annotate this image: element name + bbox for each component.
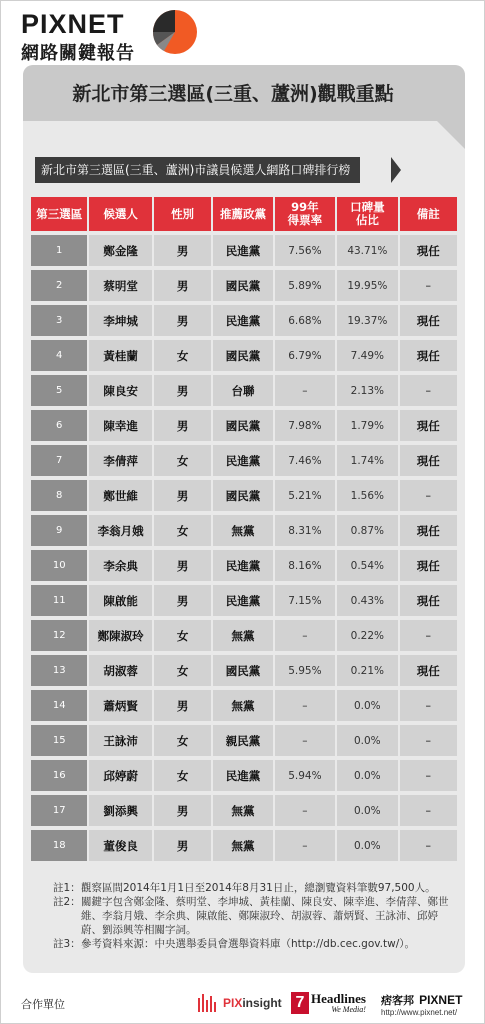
candidate-name: 李翁月娥: [89, 515, 151, 546]
party-cell: 民進黨: [213, 445, 272, 476]
remark-cell: –: [400, 480, 457, 511]
gender-cell: 女: [154, 445, 211, 476]
rank-cell: 7: [31, 445, 87, 476]
7headlines-text: [311, 992, 366, 1014]
footnote-key: 註3：: [53, 938, 81, 950]
remark-cell: 現任: [400, 445, 457, 476]
footnote: [53, 895, 453, 937]
remark-cell: 現任: [400, 585, 457, 616]
buzz-share-cell: 1.79%: [337, 410, 397, 441]
candidate-name: 陳幸進: [89, 410, 151, 441]
gender-cell: 男: [154, 375, 211, 406]
vote-rate-cell: 6.68%: [275, 305, 335, 336]
7headlines-logo: [291, 989, 366, 1017]
table-row: [31, 375, 457, 406]
table-row: [31, 795, 457, 826]
table-row: [31, 550, 457, 581]
rank-cell: 9: [31, 515, 87, 546]
rank-cell: 8: [31, 480, 87, 511]
remark-cell: –: [400, 725, 457, 756]
footnote-text: 觀察區間2014年1月1日至2014年8月31日止，總瀏覽資料筆數97,500人。: [81, 882, 436, 894]
7headlines-number: 7: [291, 992, 309, 1014]
pixnet-brand-line: [381, 989, 462, 1008]
rank-cell: 17: [31, 795, 87, 826]
col-header: 第三選區: [31, 197, 87, 231]
buzz-share-cell: 0.21%: [337, 655, 397, 686]
vote-rate-cell: 7.46%: [275, 445, 335, 476]
vote-rate-cell: 5.21%: [275, 480, 335, 511]
gender-cell: 男: [154, 690, 211, 721]
title-bar: [23, 65, 465, 121]
pie-logo-icon: [152, 9, 198, 55]
gender-cell: 女: [154, 515, 211, 546]
table-row: [31, 585, 457, 616]
vote-rate-cell: –: [275, 375, 335, 406]
buzz-share-cell: 0.22%: [337, 620, 397, 651]
table-row: [31, 340, 457, 371]
buzz-share-cell: 19.37%: [337, 305, 397, 336]
vote-rate-cell: 7.56%: [275, 235, 335, 266]
vote-rate-cell: –: [275, 690, 335, 721]
gender-cell: 女: [154, 620, 211, 651]
candidate-name: 王詠沛: [89, 725, 151, 756]
rank-cell: 11: [31, 585, 87, 616]
table-body: [31, 235, 457, 861]
page-title: 新北市第三選區(三重、蘆洲)觀戰重點: [72, 83, 394, 105]
remark-cell: –: [400, 270, 457, 301]
table-row: [31, 620, 457, 651]
candidate-name: 鄭金隆: [89, 235, 151, 266]
vote-rate-cell: 5.95%: [275, 655, 335, 686]
rank-cell: 2: [31, 270, 87, 301]
gender-cell: 女: [154, 655, 211, 686]
gender-cell: 男: [154, 550, 211, 581]
7headlines-tag: We Media!: [331, 1005, 366, 1014]
pixinsight-logo: [197, 989, 282, 1017]
candidate-name: 李坤城: [89, 305, 151, 336]
party-cell: 台聯: [213, 375, 272, 406]
remark-cell: 現任: [400, 340, 457, 371]
vote-rate-cell: –: [275, 795, 335, 826]
pixnet-text: [381, 989, 462, 1017]
gender-cell: 男: [154, 795, 211, 826]
remark-cell: –: [400, 375, 457, 406]
table-subtitle: 新北市第三選區(三重、蘆洲)市議員候選人網路口碑排行榜: [35, 157, 360, 183]
footnote: [53, 881, 453, 895]
subtitle-arrow-icon: [391, 157, 401, 183]
gender-cell: 男: [154, 235, 211, 266]
party-cell: 民進黨: [213, 550, 272, 581]
buzz-share-cell: 0.0%: [337, 690, 397, 721]
rank-cell: 14: [31, 690, 87, 721]
brand-logo: [15, 9, 215, 64]
gender-cell: 男: [154, 410, 211, 441]
rank-cell: 10: [31, 550, 87, 581]
footnote-text: 參考資料來源：中央選舉委員會選舉資料庫（http://db.cec.gov.tw/）。: [81, 938, 415, 950]
vote-rate-cell: 7.98%: [275, 410, 335, 441]
buzz-share-cell: 43.71%: [337, 235, 397, 266]
vote-rate-cell: –: [275, 725, 335, 756]
col-header: 99年 得票率: [275, 197, 335, 231]
rank-cell: 1: [31, 235, 87, 266]
title-notch: [437, 121, 465, 149]
candidate-name: 鄭陳淑玲: [89, 620, 151, 651]
gender-cell: 男: [154, 585, 211, 616]
table-row: [31, 725, 457, 756]
col-header: 性別: [154, 197, 211, 231]
table-header: [31, 197, 457, 231]
candidate-name: 陳啟能: [89, 585, 151, 616]
gender-cell: 女: [154, 760, 211, 791]
party-cell: 無黨: [213, 830, 272, 861]
table-row: [31, 445, 457, 476]
table-row: [31, 690, 457, 721]
party-cell: 無黨: [213, 515, 272, 546]
col-header: 候選人: [89, 197, 151, 231]
gender-cell: 男: [154, 480, 211, 511]
buzz-share-cell: 2.13%: [337, 375, 397, 406]
party-cell: 民進黨: [213, 305, 272, 336]
vote-rate-cell: 8.31%: [275, 515, 335, 546]
table-row: [31, 760, 457, 791]
candidate-name: 邱婷蔚: [89, 760, 151, 791]
vote-rate-cell: 5.89%: [275, 270, 335, 301]
rank-cell: 6: [31, 410, 87, 441]
vote-rate-cell: 5.94%: [275, 760, 335, 791]
brand-name: PIXNET: [21, 9, 125, 39]
candidate-name: 陳良安: [89, 375, 151, 406]
pixinsight-insight: insight: [242, 996, 282, 1010]
remark-cell: –: [400, 690, 457, 721]
vote-rate-cell: 7.15%: [275, 585, 335, 616]
footnote: [53, 937, 453, 951]
remark-cell: 現任: [400, 235, 457, 266]
candidate-name: 李倩萍: [89, 445, 151, 476]
party-cell: 無黨: [213, 690, 272, 721]
party-cell: 國民黨: [213, 410, 272, 441]
candidate-name: 胡淑蓉: [89, 655, 151, 686]
candidate-name: 李余典: [89, 550, 151, 581]
col-header: 備註: [400, 197, 457, 231]
rank-cell: 16: [31, 760, 87, 791]
table-row: [31, 235, 457, 266]
col-header: 口碑量 佔比: [337, 197, 397, 231]
party-cell: 國民黨: [213, 340, 272, 371]
remark-cell: 現任: [400, 550, 457, 581]
table-row: [31, 515, 457, 546]
rank-cell: 12: [31, 620, 87, 651]
remark-cell: –: [400, 760, 457, 791]
candidate-name: 蔡明堂: [89, 270, 151, 301]
buzz-share-cell: 1.74%: [337, 445, 397, 476]
pixinsight-bars-icon: [197, 992, 221, 1014]
pixnet-url: http://www.pixnet.net/: [381, 1008, 458, 1017]
party-cell: 國民黨: [213, 655, 272, 686]
remark-cell: –: [400, 795, 457, 826]
gender-cell: 男: [154, 270, 211, 301]
buzz-share-cell: 0.43%: [337, 585, 397, 616]
footnote-key: 註1：: [53, 882, 81, 894]
rank-cell: 15: [31, 725, 87, 756]
remark-cell: 現任: [400, 305, 457, 336]
remark-cell: 現任: [400, 410, 457, 441]
rank-cell: 5: [31, 375, 87, 406]
buzz-share-cell: 0.0%: [337, 725, 397, 756]
buzz-share-cell: 1.56%: [337, 480, 397, 511]
vote-rate-cell: 6.79%: [275, 340, 335, 371]
vote-rate-cell: –: [275, 830, 335, 861]
remark-cell: –: [400, 830, 457, 861]
gender-cell: 女: [154, 340, 211, 371]
buzz-share-cell: 0.0%: [337, 760, 397, 791]
party-cell: 國民黨: [213, 270, 272, 301]
buzz-share-cell: 7.49%: [337, 340, 397, 371]
party-cell: 民進黨: [213, 235, 272, 266]
ranking-table: [31, 197, 457, 861]
remark-cell: 現任: [400, 515, 457, 546]
gender-cell: 男: [154, 305, 211, 336]
table-row: [31, 410, 457, 441]
buzz-share-cell: 0.87%: [337, 515, 397, 546]
party-cell: 民進黨: [213, 585, 272, 616]
candidate-name: 蕭炳賢: [89, 690, 151, 721]
party-cell: 民進黨: [213, 760, 272, 791]
table-row: [31, 830, 457, 861]
candidate-name: 劉添興: [89, 795, 151, 826]
pixnet-logo: [381, 989, 462, 1017]
buzz-share-cell: 19.95%: [337, 270, 397, 301]
rank-cell: 18: [31, 830, 87, 861]
rank-cell: 3: [31, 305, 87, 336]
party-cell: 親民黨: [213, 725, 272, 756]
gender-cell: 女: [154, 725, 211, 756]
table-row: [31, 270, 457, 301]
table-row: [31, 305, 457, 336]
vote-rate-cell: 8.16%: [275, 550, 335, 581]
rank-cell: 4: [31, 340, 87, 371]
party-cell: 無黨: [213, 620, 272, 651]
pixinsight-pix: PIX: [223, 996, 243, 1010]
gender-cell: 男: [154, 830, 211, 861]
buzz-share-cell: 0.0%: [337, 795, 397, 826]
remark-cell: –: [400, 620, 457, 651]
buzz-share-cell: 0.0%: [337, 830, 397, 861]
remark-cell: 現任: [400, 655, 457, 686]
col-header: 推薦政黨: [213, 197, 272, 231]
party-cell: 無黨: [213, 795, 272, 826]
footnotes: [53, 881, 453, 951]
candidate-name: 鄭世維: [89, 480, 151, 511]
table-row: [31, 655, 457, 686]
footnote-text: 關鍵字包含鄭金隆、蔡明堂、李坤城、黃桂蘭、陳良安、陳幸進、李倩萍、鄭世維、李翁月娥、李余典、陳啟能、鄭陳淑玲、胡淑蓉、蕭炳賢、王詠沛、邱婷蔚、劉添興等相關字詞。: [81, 896, 449, 936]
pixnet-en: PIXNET: [419, 993, 463, 1007]
party-cell: 國民黨: [213, 480, 272, 511]
brand-subtitle: 網路關鍵報告: [21, 43, 135, 64]
candidate-name: 黃桂蘭: [89, 340, 151, 371]
partners-label: 合作單位: [21, 998, 65, 1011]
rank-cell: 13: [31, 655, 87, 686]
pixnet-cn: 痞客邦: [381, 994, 414, 1007]
candidate-name: 董俊良: [89, 830, 151, 861]
vote-rate-cell: –: [275, 620, 335, 651]
table-row: [31, 480, 457, 511]
7headlines-word: Headlines: [311, 991, 366, 1006]
buzz-share-cell: 0.54%: [337, 550, 397, 581]
footnote-key: 註2：: [53, 896, 81, 908]
